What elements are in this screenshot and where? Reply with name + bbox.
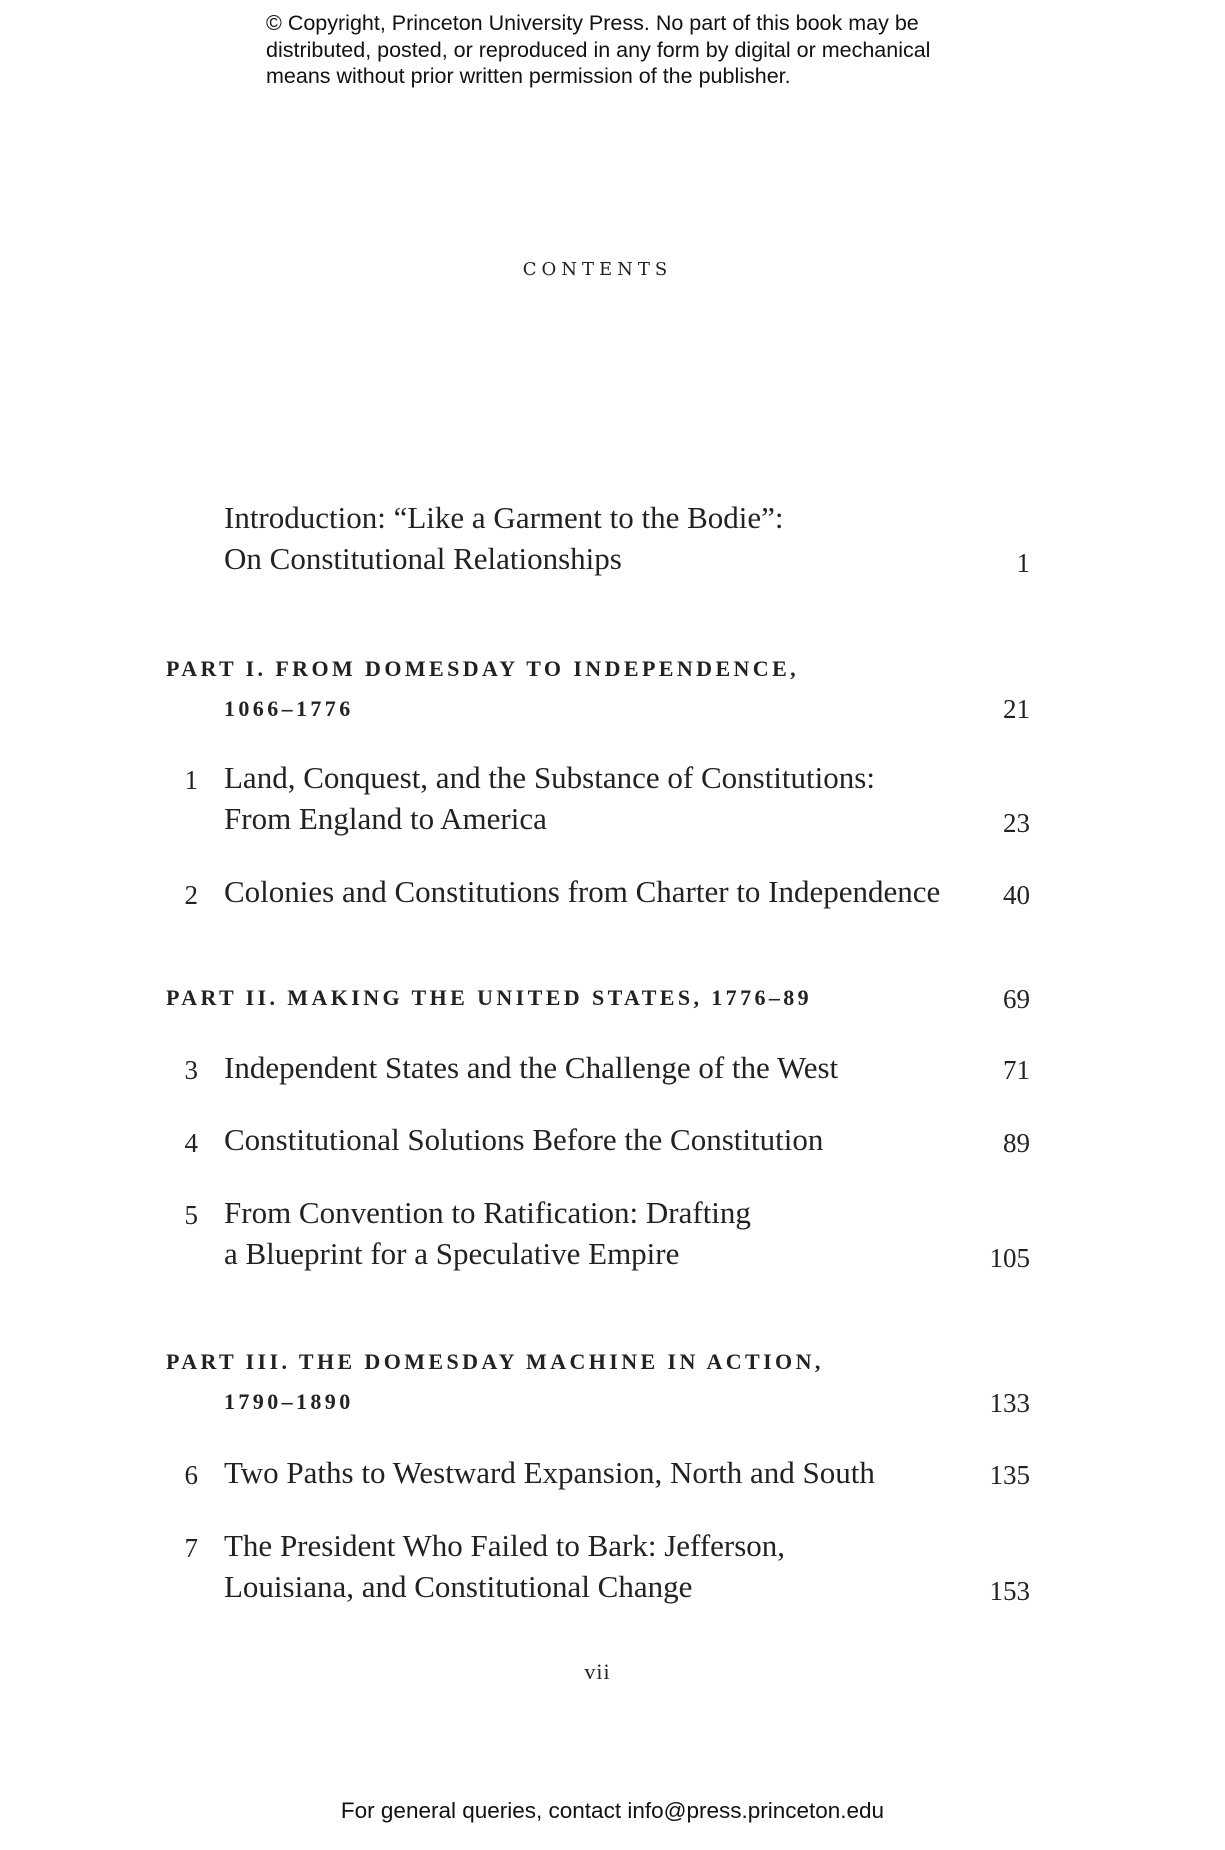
page-title: contents (522, 252, 673, 282)
chapter-6-title: Two Paths to Westward Expansion, North and South (224, 1455, 875, 1490)
copyright-line-3: means without prior written permission of the publisher. (266, 64, 791, 88)
chapter-3-page: 71 (1003, 1055, 1030, 1085)
copyright-notice (266, 10, 986, 90)
chapter-7-title-line-2: Louisiana, and Constitutional Change (224, 1569, 693, 1604)
part-1-title-line-1: PART I. FROM DOMESDAY TO INDEPENDENCE, (166, 656, 800, 681)
copyright-line-2: distributed, posted, or reproduced in any form by digital or mechanical (266, 37, 931, 62)
part-2-page: 69 (1003, 984, 1030, 1014)
chapter-3-number: 3 (184, 1055, 198, 1085)
chapter-5-title-line-2: a Blueprint for a Speculative Empire (224, 1236, 680, 1271)
chapter-4-title: Constitutional Solutions Before the Constitution (224, 1122, 824, 1157)
chapter-5-page: 105 (989, 1243, 1030, 1273)
chapter-5-number: 5 (184, 1200, 198, 1230)
contact-footer: For general queries, contact info@press.princeton.edu (340, 1798, 885, 1823)
chapter-7-title-line-1: The President Who Failed to Bark: Jefferson, (224, 1528, 786, 1563)
chapter-4-page: 89 (1003, 1128, 1030, 1158)
chapter-6-number: 6 (184, 1460, 198, 1490)
part-3-title-line-1: PART III. THE DOMESDAY MACHINE IN ACTION, (166, 1349, 824, 1374)
chapter-2-number: 2 (184, 880, 198, 910)
copyright-line-1: © Copyright, Princeton University Press. No part of this book may be (266, 11, 919, 35)
chapter-4-number: 4 (184, 1128, 198, 1158)
chapter-7-number: 7 (184, 1533, 198, 1563)
part-3-title-line-2: 1790–1890 (224, 1389, 354, 1414)
chapter-2-title: Colonies and Constitutions from Charter to Independence (224, 874, 941, 909)
chapter-1-page: 23 (1003, 808, 1030, 838)
chapter-5-title-line-1: From Convention to Ratification: Drafting (224, 1195, 751, 1230)
chapter-1-number: 1 (184, 765, 198, 795)
introduction-title-line-2: On Constitutional Relationships (224, 541, 622, 576)
chapter-6-page: 135 (989, 1460, 1030, 1490)
introduction-page: 1 (1016, 548, 1030, 578)
part-1-page: 21 (1003, 694, 1030, 724)
chapter-3-title: Independent States and the Challenge of the West (224, 1050, 839, 1085)
part-2-title: PART II. MAKING THE UNITED STATES, 1776–89 (166, 985, 813, 1010)
part-3-page: 133 (989, 1388, 1030, 1418)
part-1-title-line-2: 1066–1776 (224, 696, 354, 721)
introduction-title-line-1: Introduction: “Like a Garment to the Bodie”: (224, 500, 784, 535)
page-folio: vii (584, 1659, 611, 1684)
chapter-1-title-line-1: Land, Conquest, and the Substance of Constitutions: (224, 760, 875, 795)
chapter-2-page: 40 (1003, 880, 1030, 910)
chapter-1-title-line-2: From England to America (224, 801, 547, 836)
chapter-7-page: 153 (989, 1576, 1030, 1606)
